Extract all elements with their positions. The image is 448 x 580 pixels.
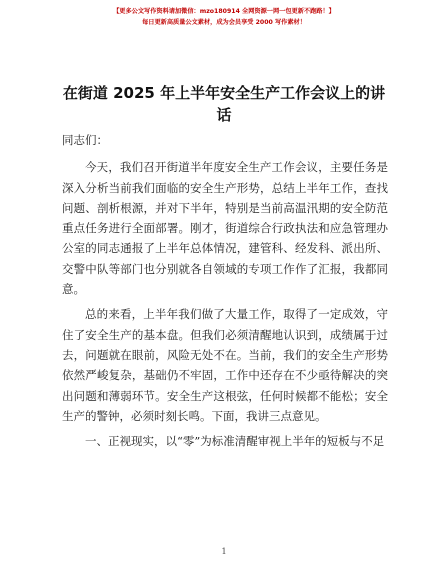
section-heading: 一、正视现实，以“零”为标准清醒审视上半年的短板与不足 [85,434,385,449]
page-number: 1 [221,547,227,556]
paragraph: 总的来看，上半年我们做了大量工作，取得了一定成效，守住了安全生产的基本盘。但我们必须清醒地认识到，成绩属于过去，问题就在眼前，风险无处不在。当前，我们的安全生产形势依然严峻复杂，基础仍不牢固，工作中还存在不少亟待解决的突出问题和薄弱环节。安全生产这根弦，任何时候都不能松；安全生产的警钟，必须时刻长鸣。下面，我讲三点意见。 [62,307,388,423]
salutation: 同志们： [62,133,108,147]
banner-line-2: 每日更新高质量公文素材，成为会员享受 2000 写作素材！ [142,19,306,26]
header-banner [0,6,448,28]
document-title: 在街道 2025 年上半年安全生产工作会议上的讲话 [62,84,386,124]
document-body [62,130,388,456]
paragraph: 今天，我们召开街道半年度安全生产工作会议，主要任务是深入分析当前我们面临的安全生产形势，总结上半年工作，查找问题、剖析根源，并对下半年，特别是当前高温汛期的安全防范重点任务进行全面部署。刚才，街道综合行政执法和应急管理办公室的同志通报了上半年总体情况，建管科、经发科、派出所、交警中队等部门也分别就各自领域的专项工作作了汇报，我都同意。 [62,160,388,297]
banner-line-1: 【更多公文写作资料请加微信：mzo180914 全网资源一网一包更新不跑路！】 [113,8,335,15]
